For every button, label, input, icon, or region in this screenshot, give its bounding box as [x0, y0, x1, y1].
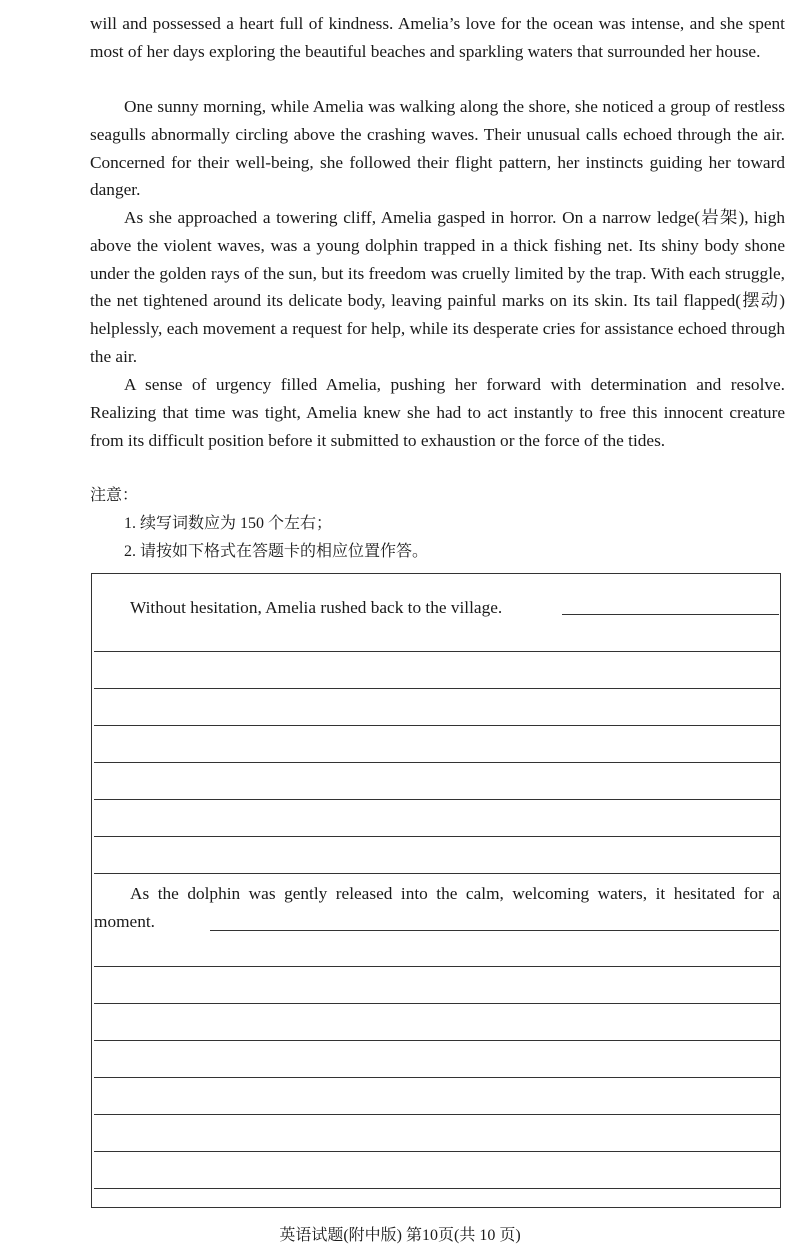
- note-item-word-count: 1. 续写词数应为 150 个左右；: [124, 515, 333, 532]
- answer-box: [91, 573, 781, 1208]
- answer-line[interactable]: [94, 651, 780, 652]
- answer-line[interactable]: [94, 873, 780, 874]
- answer-blank-2[interactable]: [210, 930, 779, 931]
- answer-line[interactable]: [94, 1040, 780, 1041]
- answer-line[interactable]: [94, 688, 780, 689]
- answer-line[interactable]: [94, 836, 780, 837]
- answer-line[interactable]: [94, 1114, 780, 1115]
- continuation-prompt-1: Without hesitation, Amelia rushed back to the village.: [130, 598, 503, 617]
- answer-line[interactable]: [94, 1077, 780, 1078]
- answer-line[interactable]: [94, 1003, 780, 1004]
- answer-line[interactable]: [94, 1151, 780, 1152]
- answer-line[interactable]: [94, 799, 780, 800]
- notes-title: 注意：: [90, 487, 139, 504]
- answer-line[interactable]: [94, 1188, 780, 1189]
- story-paragraph-4: A sense of urgency filled Amelia, pushing her forward with determination and resolve. Realizing that time was tight, Amelia knew she had to act instantly to free this innocent creature from its difficult position before it submitted to exhaustion or the force of the tides.: [90, 375, 785, 450]
- story-paragraph-1: will and possessed a heart full of kindness. Amelia’s love for the ocean was intense, and she spent most of her days exploring the beautiful beaches and sparkling waters that surrounded her house.: [90, 14, 785, 61]
- note-item-format: 2. 请按如下格式在答题卡的相应位置作答。: [124, 543, 429, 560]
- story-paragraph-3: As she approached a towering cliff, Amelia gasped in horror. On a narrow ledge(岩架), high above the violent waves, was a young dolphin trapped in a thick fishing net. Its shiny body shone under the golden rays of the sun, but its freedom was cruelly limited by the trap. With each struggle, the net tightened around its delicate body, leaving painful marks on its skin. Its tail flapped(摆动) helplessly, each movement a request for help, while its desperate cries for assistance echoed through the air.: [90, 208, 785, 366]
- continuation-prompt-2: As the dolphin was gently released into the calm, welcoming waters, it hesitated for a moment.: [94, 884, 780, 931]
- story-paragraph-2: One sunny morning, while Amelia was walking along the shore, she noticed a group of restless seagulls abnormally circling above the crashing waves. Their unusual calls echoed through the air. Concerned for their well-being, she followed their flight pattern, her instincts guiding her toward danger.: [90, 97, 785, 200]
- answer-line[interactable]: [94, 966, 780, 967]
- answer-line[interactable]: [94, 762, 780, 763]
- page-footer: 英语试题(附中版) 第10页(共 10 页): [279, 1227, 521, 1244]
- answer-line[interactable]: [94, 725, 780, 726]
- answer-blank-1[interactable]: [562, 614, 779, 615]
